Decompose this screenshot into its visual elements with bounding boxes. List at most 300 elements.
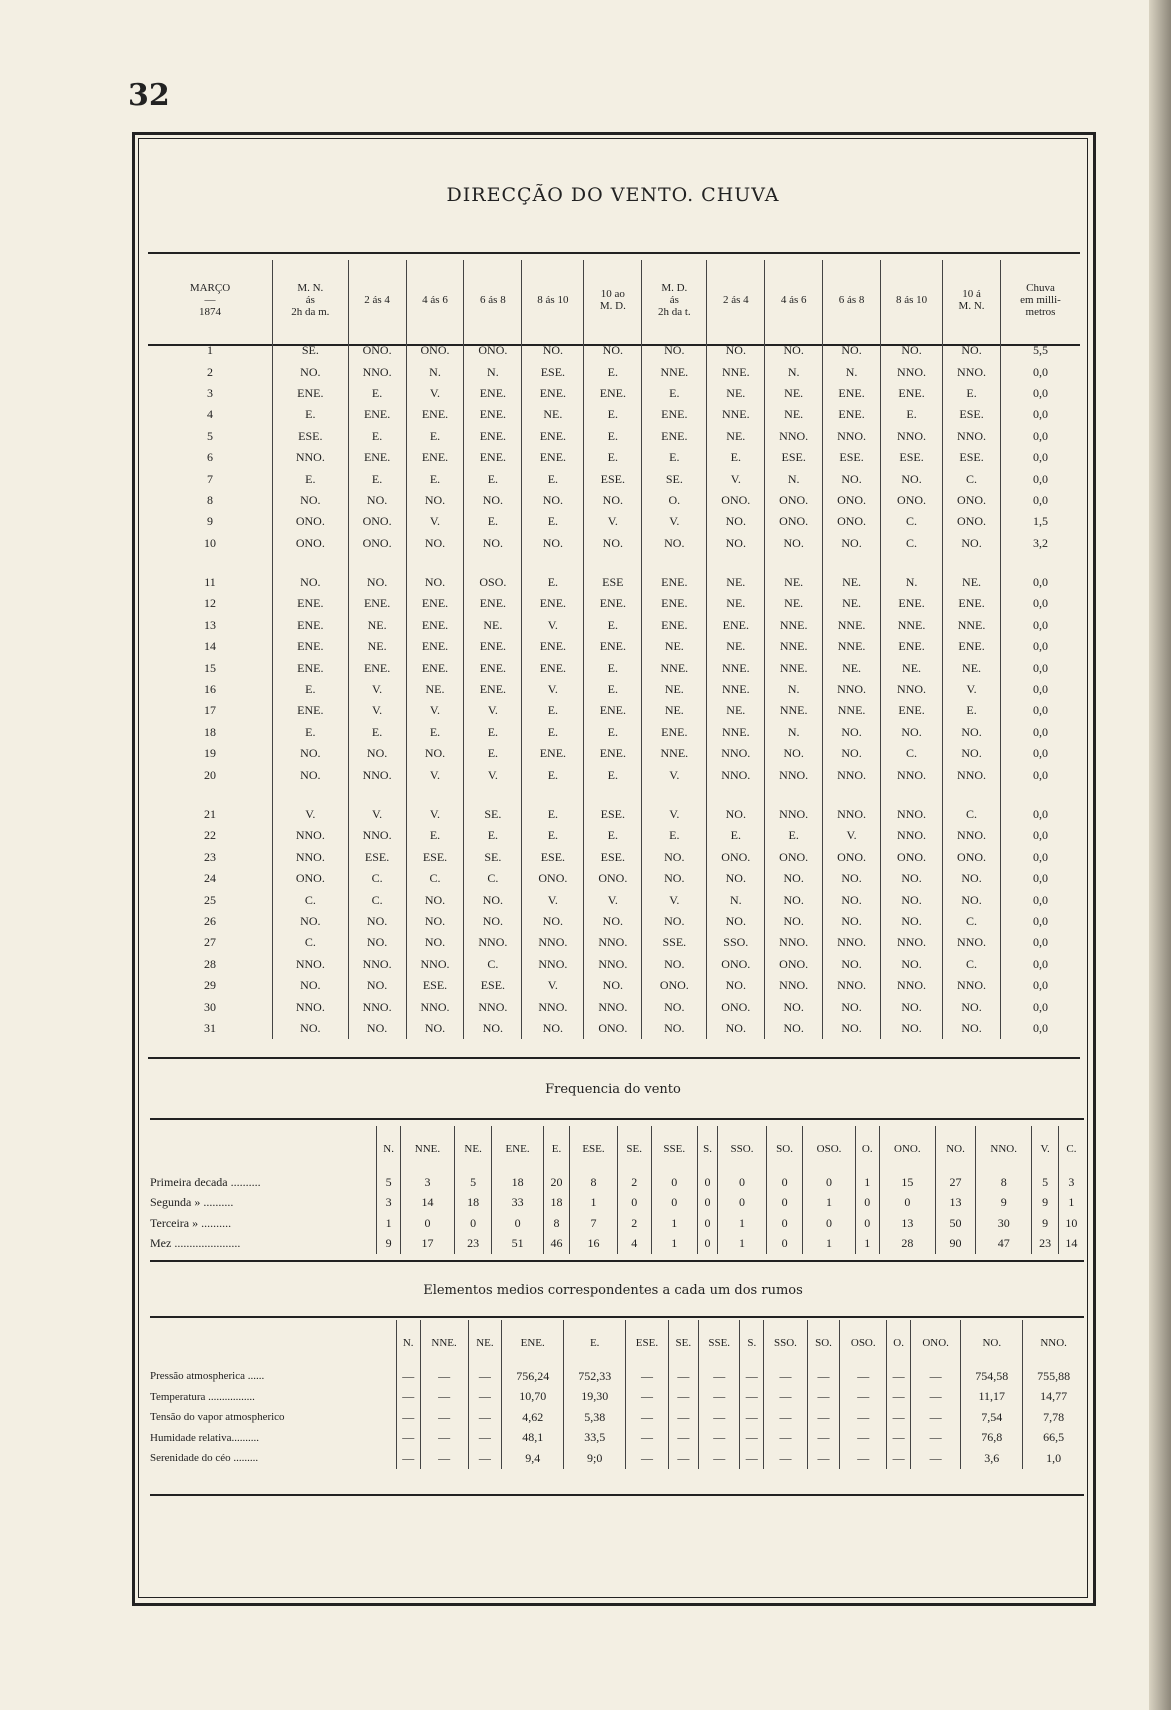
freq-cell: 9 bbox=[1032, 1193, 1059, 1214]
freq-cell: 18 bbox=[543, 1193, 570, 1214]
rain-cell: 0,0 bbox=[1000, 911, 1080, 932]
wind-cell: N. bbox=[765, 722, 823, 743]
elem-cell: — bbox=[468, 1428, 502, 1449]
wind-cell: NO. bbox=[464, 533, 522, 554]
wind-cell: E. bbox=[522, 764, 584, 785]
wind-cell: NE. bbox=[707, 593, 765, 614]
wind-cell: ONO. bbox=[943, 847, 1001, 868]
wind-cell: ESE. bbox=[943, 447, 1001, 468]
wind-cell: ENE. bbox=[881, 700, 943, 721]
elem-cell: — bbox=[840, 1366, 887, 1387]
elem-cell: — bbox=[840, 1387, 887, 1408]
elem-cell: 33,5 bbox=[564, 1428, 626, 1449]
table-row bbox=[148, 679, 1080, 700]
rain-cell: 0,0 bbox=[1000, 700, 1080, 721]
freq-cell: 23 bbox=[1032, 1234, 1059, 1255]
wind-cell: ONO. bbox=[707, 490, 765, 511]
wind-cell: E. bbox=[464, 511, 522, 532]
elem-cell: — bbox=[468, 1366, 502, 1387]
elem-cell: — bbox=[626, 1387, 669, 1408]
freq-cell: 1 bbox=[1058, 1193, 1084, 1214]
wind-cell: ESE. bbox=[348, 847, 406, 868]
elem-cell: 754,58 bbox=[961, 1366, 1023, 1387]
wind-cell: NNO. bbox=[765, 975, 823, 996]
rule-elem-top bbox=[150, 1316, 1084, 1318]
wind-cell: V. bbox=[348, 679, 406, 700]
wind-cell: N. bbox=[823, 361, 881, 382]
elem-cell: 66,5 bbox=[1023, 1428, 1084, 1449]
elem-column-header: NNE. bbox=[420, 1320, 468, 1366]
wind-cell: C. bbox=[881, 511, 943, 532]
table-row bbox=[148, 889, 1080, 910]
wind-cell: ENE. bbox=[464, 383, 522, 404]
gap-cell bbox=[273, 786, 349, 804]
wind-cell: NO. bbox=[943, 996, 1001, 1017]
wind-cell: ONO. bbox=[765, 847, 823, 868]
freq-row bbox=[150, 1213, 1084, 1234]
gap-cell bbox=[273, 554, 349, 572]
wind-cell: NNO. bbox=[348, 764, 406, 785]
wind-cell: NO. bbox=[406, 743, 464, 764]
gap-cell bbox=[522, 554, 584, 572]
freq-cell: 90 bbox=[935, 1234, 975, 1255]
rain-cell: 0,0 bbox=[1000, 636, 1080, 657]
elem-cell: — bbox=[840, 1428, 887, 1449]
wind-cell: C. bbox=[881, 743, 943, 764]
elem-cell: 5,38 bbox=[564, 1407, 626, 1428]
freq-cell: 47 bbox=[976, 1234, 1032, 1255]
wind-cell: NO. bbox=[765, 996, 823, 1017]
wind-cell: NO. bbox=[348, 572, 406, 593]
wind-cell: NNO. bbox=[522, 932, 584, 953]
elem-cell: — bbox=[698, 1448, 739, 1469]
wind-cell: C. bbox=[943, 954, 1001, 975]
day-cell: 14 bbox=[204, 639, 216, 654]
freq-cell: 1 bbox=[803, 1234, 856, 1255]
frequency-table bbox=[150, 1126, 1084, 1254]
elem-cell: — bbox=[840, 1448, 887, 1469]
freq-cell: 1 bbox=[651, 1213, 697, 1234]
wind-cell: NNO. bbox=[881, 932, 943, 953]
rain-cell: 0,0 bbox=[1000, 722, 1080, 743]
rain-cell: 0,0 bbox=[1000, 572, 1080, 593]
elem-cell: — bbox=[420, 1387, 468, 1408]
rain-cell: 0,0 bbox=[1000, 404, 1080, 425]
freq-cell: 0 bbox=[803, 1213, 856, 1234]
freq-cell: 7 bbox=[570, 1213, 618, 1234]
wind-cell: NNE. bbox=[943, 615, 1001, 636]
wind-cell: NE. bbox=[765, 404, 823, 425]
wind-cell: ESE. bbox=[273, 426, 349, 447]
day-cell: 25 bbox=[204, 892, 216, 907]
wind-cell: NE. bbox=[765, 572, 823, 593]
day-cell: 9 bbox=[207, 514, 213, 529]
freq-cell: 0 bbox=[766, 1172, 802, 1193]
wind-cell: E. bbox=[943, 383, 1001, 404]
wind-cell: E. bbox=[522, 722, 584, 743]
wind-cell: NO. bbox=[642, 911, 707, 932]
elem-cell: 19,30 bbox=[564, 1387, 626, 1408]
table-row bbox=[148, 722, 1080, 743]
wind-cell: NNO. bbox=[823, 804, 881, 825]
freq-cell: 4 bbox=[617, 1234, 651, 1255]
wind-cell: NNO. bbox=[765, 804, 823, 825]
wind-cell: NO. bbox=[707, 804, 765, 825]
table-row bbox=[148, 447, 1080, 468]
gap-cell bbox=[707, 554, 765, 572]
column-header: 2 ás 4 bbox=[348, 260, 406, 340]
wind-cell: SSE. bbox=[642, 932, 707, 953]
elem-cell: — bbox=[910, 1428, 960, 1449]
freq-cell: 9 bbox=[976, 1193, 1032, 1214]
wind-cell: E. bbox=[584, 615, 642, 636]
decade-gap-row bbox=[148, 786, 1080, 804]
wind-cell: N. bbox=[765, 679, 823, 700]
wind-cell: NNE. bbox=[765, 700, 823, 721]
wind-cell: NNO. bbox=[943, 932, 1001, 953]
freq-cell: 1 bbox=[855, 1172, 879, 1193]
wind-cell: ESE bbox=[584, 572, 642, 593]
wind-cell: E. bbox=[522, 825, 584, 846]
wind-cell: N. bbox=[464, 361, 522, 382]
column-header: 8 ás 10 bbox=[522, 260, 584, 340]
freq-cell: 18 bbox=[454, 1193, 492, 1214]
table-row bbox=[148, 511, 1080, 532]
wind-cell: NNO. bbox=[943, 825, 1001, 846]
wind-cell: NO. bbox=[765, 743, 823, 764]
elem-cell: 76,8 bbox=[961, 1428, 1023, 1449]
wind-cell: NO. bbox=[584, 911, 642, 932]
wind-cell: N. bbox=[881, 572, 943, 593]
wind-cell: NNO. bbox=[707, 764, 765, 785]
wind-cell: E. bbox=[464, 825, 522, 846]
wind-cell: ONO. bbox=[584, 868, 642, 889]
wind-cell: NO. bbox=[406, 911, 464, 932]
wind-cell: E. bbox=[584, 447, 642, 468]
wind-cell: NO. bbox=[522, 1018, 584, 1039]
wind-cell: NNO. bbox=[881, 764, 943, 785]
freq-column-header: NE. bbox=[454, 1126, 492, 1172]
elem-cell: 10,70 bbox=[502, 1387, 564, 1408]
gap-cell bbox=[1000, 786, 1080, 804]
freq-cell: 13 bbox=[935, 1193, 975, 1214]
elem-row-label: Serenidade do céo ......... bbox=[150, 1452, 259, 1465]
wind-cell: ONO. bbox=[707, 954, 765, 975]
wind-cell: ONO. bbox=[707, 996, 765, 1017]
wind-cell: ENE. bbox=[406, 636, 464, 657]
wind-cell: NE. bbox=[943, 657, 1001, 678]
elem-cell: — bbox=[740, 1407, 764, 1428]
wind-cell: NE. bbox=[348, 636, 406, 657]
gap-cell bbox=[1000, 554, 1080, 572]
elem-cell: — bbox=[764, 1387, 808, 1408]
freq-cell: 13 bbox=[879, 1213, 935, 1234]
table-row bbox=[148, 804, 1080, 825]
decade-gap-row bbox=[148, 554, 1080, 572]
wind-direction-table bbox=[148, 260, 1080, 1039]
wind-cell: E. bbox=[584, 679, 642, 700]
elem-cell: — bbox=[468, 1407, 502, 1428]
freq-row-label: Terceira » .......... bbox=[150, 1215, 232, 1230]
freq-cell: 9 bbox=[1032, 1213, 1059, 1234]
rule-freq-bottom bbox=[150, 1260, 1084, 1262]
wind-cell: NO. bbox=[584, 490, 642, 511]
day-cell: 16 bbox=[204, 682, 216, 697]
rain-cell: 0,0 bbox=[1000, 615, 1080, 636]
wind-cell: ENE. bbox=[273, 615, 349, 636]
wind-cell: NNO. bbox=[584, 954, 642, 975]
frequency-title: Frequencia do vento bbox=[545, 1082, 681, 1097]
wind-cell: NO. bbox=[823, 996, 881, 1017]
wind-cell: NNE. bbox=[707, 679, 765, 700]
table-row bbox=[148, 700, 1080, 721]
elem-cell: — bbox=[740, 1366, 764, 1387]
elem-column-header: SSE. bbox=[698, 1320, 739, 1366]
elem-row-label: Temperatura ................. bbox=[150, 1390, 255, 1403]
wind-cell: NO. bbox=[406, 533, 464, 554]
wind-cell: NO. bbox=[522, 340, 584, 361]
wind-cell: NO. bbox=[765, 911, 823, 932]
rain-cell: 0,0 bbox=[1000, 825, 1080, 846]
wind-cell: ESE. bbox=[522, 361, 584, 382]
wind-cell: E. bbox=[881, 404, 943, 425]
wind-cell: NNO. bbox=[348, 996, 406, 1017]
wind-cell: ENE. bbox=[584, 700, 642, 721]
table-row bbox=[148, 954, 1080, 975]
wind-cell: NNO. bbox=[584, 996, 642, 1017]
wind-cell: E. bbox=[464, 743, 522, 764]
wind-cell: E. bbox=[584, 426, 642, 447]
day-cell: 10 bbox=[204, 535, 216, 550]
elements-table bbox=[150, 1320, 1084, 1469]
gap-cell bbox=[642, 554, 707, 572]
gap-cell bbox=[464, 786, 522, 804]
elem-cell: 7,78 bbox=[1023, 1407, 1084, 1428]
wind-cell: NNO. bbox=[823, 679, 881, 700]
wind-cell: SE. bbox=[464, 804, 522, 825]
freq-column-header: SE. bbox=[617, 1126, 651, 1172]
freq-cell: 33 bbox=[492, 1193, 543, 1214]
wind-cell: NNE. bbox=[881, 615, 943, 636]
elem-cell: 9,4 bbox=[502, 1448, 564, 1469]
rain-cell: 0,0 bbox=[1000, 468, 1080, 489]
wind-cell: NO. bbox=[943, 533, 1001, 554]
wind-cell: E. bbox=[642, 825, 707, 846]
wind-cell: ESE. bbox=[584, 804, 642, 825]
table-row bbox=[148, 657, 1080, 678]
wind-cell: E. bbox=[406, 722, 464, 743]
wind-cell: ENE. bbox=[584, 636, 642, 657]
freq-cell: 0 bbox=[697, 1193, 717, 1214]
rain-cell: 0,0 bbox=[1000, 804, 1080, 825]
elem-cell: — bbox=[668, 1407, 698, 1428]
wind-cell: ENE. bbox=[642, 572, 707, 593]
wind-cell: NO. bbox=[348, 975, 406, 996]
column-header: 10 ao M. D. bbox=[584, 260, 642, 340]
wind-cell: ENE. bbox=[273, 700, 349, 721]
elem-cell: — bbox=[698, 1366, 739, 1387]
wind-cell: NNO. bbox=[943, 764, 1001, 785]
wind-cell: NO. bbox=[273, 490, 349, 511]
elem-cell: — bbox=[626, 1428, 669, 1449]
elem-cell: — bbox=[910, 1366, 960, 1387]
wind-cell: NNO. bbox=[943, 361, 1001, 382]
wind-cell: ENE. bbox=[584, 743, 642, 764]
elem-column-header: NO. bbox=[961, 1320, 1023, 1366]
freq-cell: 0 bbox=[651, 1172, 697, 1193]
wind-cell: ONO. bbox=[348, 340, 406, 361]
wind-cell: C. bbox=[273, 932, 349, 953]
table-row bbox=[148, 340, 1080, 361]
column-header: 4 ás 6 bbox=[765, 260, 823, 340]
wind-cell: ESE. bbox=[943, 404, 1001, 425]
wind-cell: ENE. bbox=[273, 383, 349, 404]
wind-cell: NO. bbox=[707, 340, 765, 361]
table-row bbox=[148, 764, 1080, 785]
wind-cell: C. bbox=[406, 868, 464, 889]
rule-top bbox=[148, 252, 1080, 254]
table-row bbox=[148, 996, 1080, 1017]
rain-cell: 0,0 bbox=[1000, 383, 1080, 404]
wind-cell: NO. bbox=[881, 911, 943, 932]
elem-cell: 7,54 bbox=[961, 1407, 1023, 1428]
freq-column-header: O. bbox=[855, 1126, 879, 1172]
freq-cell: 14 bbox=[1058, 1234, 1084, 1255]
wind-cell: NO. bbox=[707, 1018, 765, 1039]
wind-cell: ONO. bbox=[406, 340, 464, 361]
wind-cell: ONO. bbox=[584, 1018, 642, 1039]
gap-cell bbox=[406, 554, 464, 572]
elem-cell: — bbox=[910, 1387, 960, 1408]
freq-cell: 5 bbox=[454, 1172, 492, 1193]
freq-cell: 30 bbox=[976, 1213, 1032, 1234]
rain-cell: 0,0 bbox=[1000, 1018, 1080, 1039]
day-cell: 13 bbox=[204, 617, 216, 632]
rain-cell: 0,0 bbox=[1000, 447, 1080, 468]
wind-cell: NO. bbox=[881, 468, 943, 489]
table-row bbox=[148, 572, 1080, 593]
elem-cell: — bbox=[887, 1366, 911, 1387]
table-row bbox=[148, 361, 1080, 382]
wind-cell: NO. bbox=[881, 996, 943, 1017]
wind-cell: ONO. bbox=[348, 511, 406, 532]
wind-cell: V. bbox=[406, 383, 464, 404]
table-row bbox=[148, 636, 1080, 657]
column-header: 6 ás 8 bbox=[464, 260, 522, 340]
freq-cell: 50 bbox=[935, 1213, 975, 1234]
wind-cell: ENE. bbox=[642, 593, 707, 614]
wind-cell: NO. bbox=[943, 889, 1001, 910]
wind-cell: ONO. bbox=[943, 490, 1001, 511]
wind-cell: ENE. bbox=[522, 383, 584, 404]
table-row bbox=[148, 404, 1080, 425]
wind-cell: NO. bbox=[823, 533, 881, 554]
gap-cell bbox=[148, 554, 273, 572]
freq-cell: 8 bbox=[543, 1213, 570, 1234]
freq-row-label: Mez ...................... bbox=[150, 1236, 241, 1251]
wind-cell: N. bbox=[765, 361, 823, 382]
wind-cell: NO. bbox=[765, 868, 823, 889]
elem-cell: — bbox=[626, 1448, 669, 1469]
elem-column-header: SE. bbox=[668, 1320, 698, 1366]
wind-cell: NNO. bbox=[522, 954, 584, 975]
elem-header-row bbox=[150, 1320, 1084, 1366]
wind-cell: ENE. bbox=[584, 383, 642, 404]
freq-label-header bbox=[150, 1126, 377, 1172]
wind-cell: NNO. bbox=[348, 825, 406, 846]
wind-cell: NO. bbox=[406, 889, 464, 910]
wind-cell: ESE. bbox=[464, 975, 522, 996]
elem-cell: 14,77 bbox=[1023, 1387, 1084, 1408]
wind-cell: ONO. bbox=[273, 511, 349, 532]
wind-cell: ONO. bbox=[823, 490, 881, 511]
gap-cell bbox=[823, 554, 881, 572]
wind-cell: E. bbox=[584, 764, 642, 785]
table-row bbox=[148, 490, 1080, 511]
elem-cell: — bbox=[668, 1428, 698, 1449]
day-cell: 24 bbox=[204, 871, 216, 886]
freq-row bbox=[150, 1172, 1084, 1193]
wind-cell: NO. bbox=[707, 911, 765, 932]
wind-cell: NO. bbox=[943, 1018, 1001, 1039]
elem-column-header: ONO. bbox=[910, 1320, 960, 1366]
elem-column-header: N. bbox=[396, 1320, 420, 1366]
column-header: 4 ás 6 bbox=[406, 260, 464, 340]
wind-cell: V. bbox=[406, 700, 464, 721]
freq-cell: 5 bbox=[377, 1172, 401, 1193]
elem-column-header: S. bbox=[740, 1320, 764, 1366]
wind-cell: V. bbox=[584, 511, 642, 532]
wind-cell: NNO. bbox=[765, 932, 823, 953]
wind-cell: NNE. bbox=[642, 361, 707, 382]
wind-cell: ENE. bbox=[823, 383, 881, 404]
gap-cell bbox=[943, 554, 1001, 572]
wind-cell: NNE. bbox=[707, 657, 765, 678]
wind-cell: NE. bbox=[707, 700, 765, 721]
freq-cell: 8 bbox=[976, 1172, 1032, 1193]
elem-cell: — bbox=[807, 1407, 839, 1428]
wind-cell: NNE. bbox=[642, 657, 707, 678]
freq-cell: 1 bbox=[803, 1193, 856, 1214]
day-cell: 23 bbox=[204, 849, 216, 864]
gap-cell bbox=[765, 554, 823, 572]
wind-cell: E. bbox=[584, 361, 642, 382]
elem-cell: — bbox=[764, 1428, 808, 1449]
day-cell: 26 bbox=[204, 913, 216, 928]
rule-freq-top bbox=[150, 1118, 1084, 1120]
column-header: 10 á M. N. bbox=[943, 260, 1001, 340]
wind-cell: E. bbox=[765, 825, 823, 846]
table-row bbox=[148, 593, 1080, 614]
elem-cell: 11,17 bbox=[961, 1387, 1023, 1408]
wind-cell: NO. bbox=[823, 1018, 881, 1039]
wind-cell: NO. bbox=[522, 490, 584, 511]
wind-cell: NO. bbox=[823, 468, 881, 489]
wind-cell: ENE. bbox=[881, 383, 943, 404]
wind-cell: ENE. bbox=[348, 593, 406, 614]
wind-cell: ENE. bbox=[406, 404, 464, 425]
wind-cell: NO. bbox=[707, 975, 765, 996]
day-cell: 15 bbox=[204, 660, 216, 675]
wind-cell: C. bbox=[943, 804, 1001, 825]
wind-cell: NNO. bbox=[348, 954, 406, 975]
freq-cell: 3 bbox=[401, 1172, 455, 1193]
wind-cell: E. bbox=[584, 657, 642, 678]
freq-column-header: NNO. bbox=[976, 1126, 1032, 1172]
freq-cell: 0 bbox=[766, 1193, 802, 1214]
freq-cell: 17 bbox=[401, 1234, 455, 1255]
wind-cell: SE. bbox=[642, 468, 707, 489]
